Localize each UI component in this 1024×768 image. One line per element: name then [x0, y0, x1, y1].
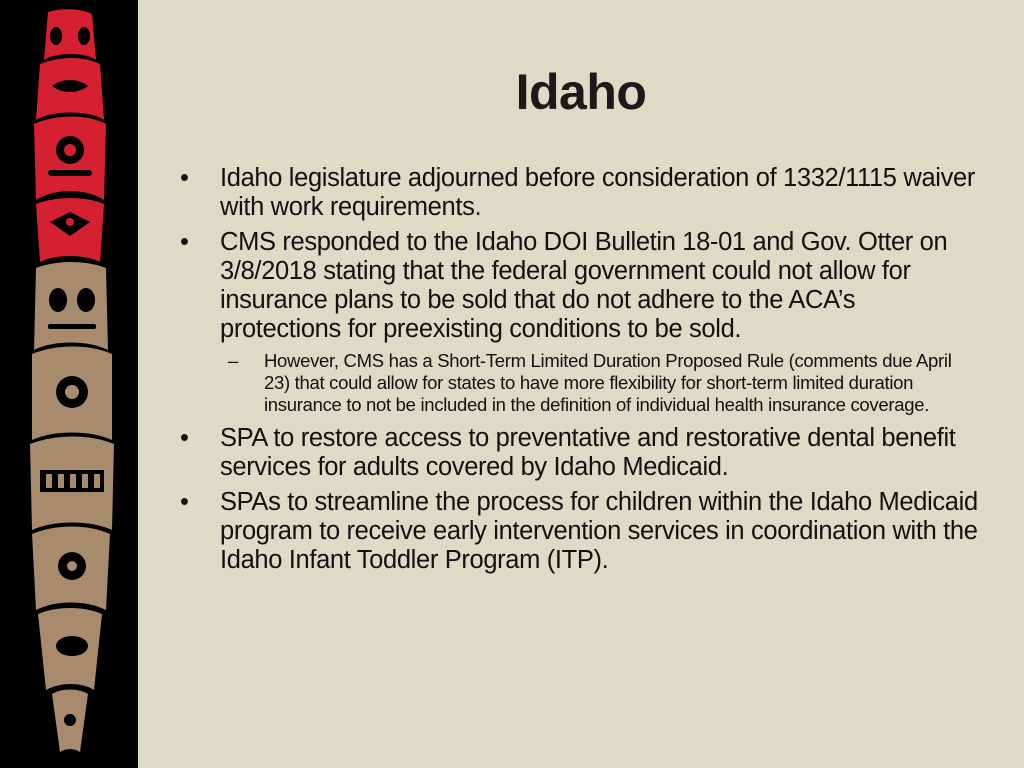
slide-title: Idaho — [515, 64, 647, 120]
bullet-text: CMS responded to the Idaho DOI Bulletin 18-01 and Gov. Otter on 3/8/2018 stating that the federal government could not allow for insurance plans to be sold that do not adhere to the ACA’s protections for preexisting conditions to be sold. — [220, 228, 948, 343]
bullet-item — [180, 488, 980, 575]
slide-content — [180, 164, 980, 581]
bullet-item — [180, 228, 980, 344]
sub-bullet-marker: – — [228, 350, 238, 371]
sub-bullet-item — [180, 350, 980, 416]
bullet-text: Idaho legislature adjourned before consideration of 1332/1115 waiver with work requirements. — [220, 164, 975, 221]
bullet-text: SPA to restore access to preventative and restorative dental benefit services for adults covered by Idaho Medicaid. — [220, 424, 956, 481]
bullet-item — [180, 424, 980, 482]
bullet-text: SPAs to streamline the process for children within the Idaho Medicaid program to receive early intervention services in coordination with the Idaho Infant Toddler Program (ITP). — [220, 488, 978, 574]
bullet-item — [180, 164, 980, 222]
bullet-marker: • — [180, 488, 189, 516]
sub-bullet-text: However, CMS has a Short-Term Limited Duration Proposed Rule (comments due April 23) that could allow for states to have more flexibility for short-term limited duration insurance to not be included in the definition of individual health insurance coverage. — [264, 350, 952, 415]
decorative-side-panel — [0, 0, 138, 768]
totem-pole-icon — [0, 0, 138, 768]
bullet-marker: • — [180, 424, 189, 452]
bullet-marker: • — [180, 228, 189, 256]
bullet-marker: • — [180, 164, 189, 192]
